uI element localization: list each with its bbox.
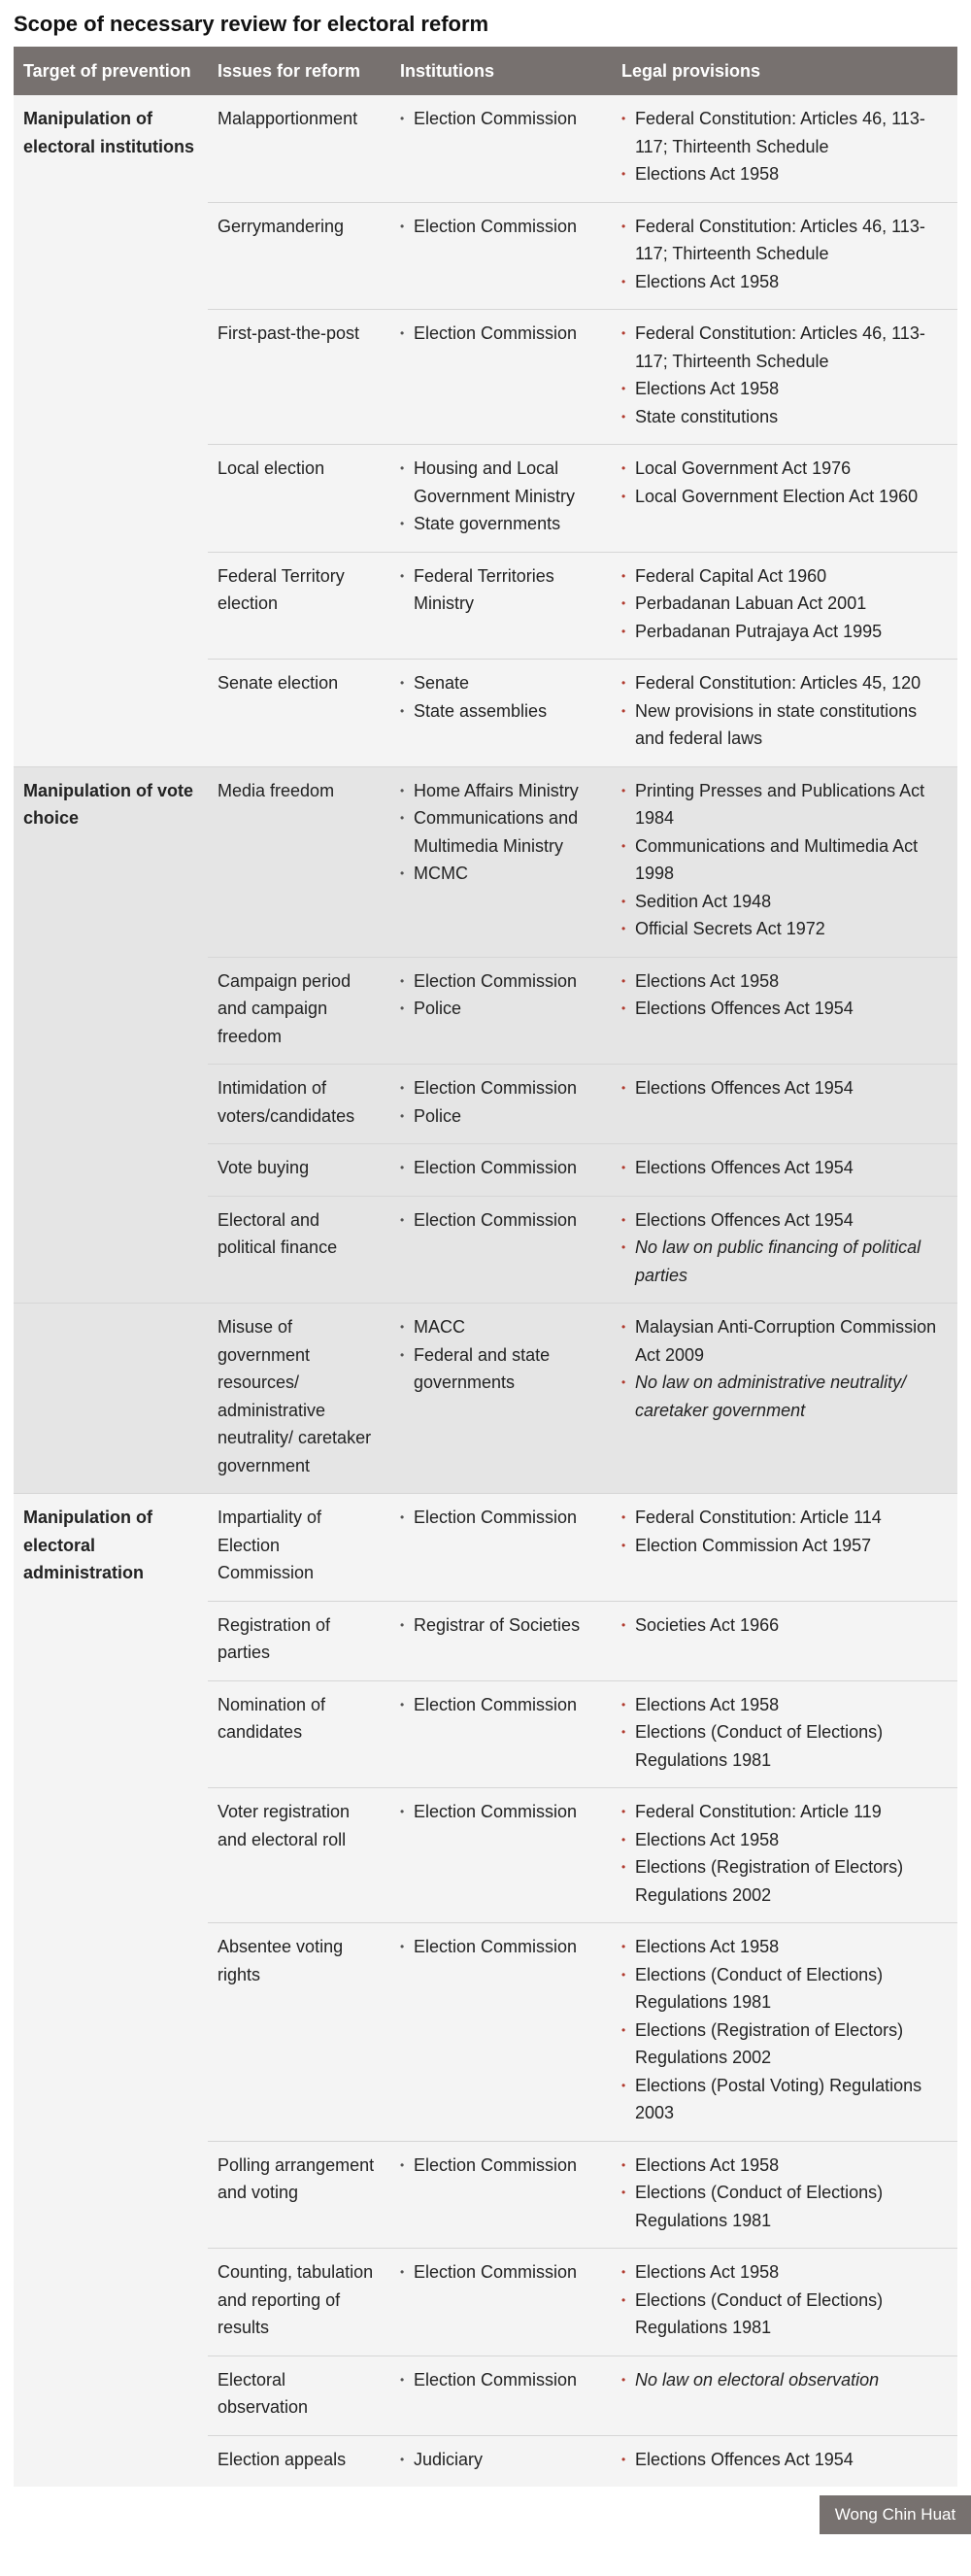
legal-provision-item: • Elections (Conduct of Elections) Regulations 1981 bbox=[621, 1961, 948, 2017]
institution-item: • Election Commission bbox=[400, 1206, 602, 1235]
legal-provision-item: • Election Commission Act 1957 bbox=[621, 1532, 948, 1560]
legal-provisions-cell bbox=[612, 766, 957, 957]
institution-item: • MCMC bbox=[400, 860, 602, 888]
legal-provision-item: • Elections Offences Act 1954 bbox=[621, 1074, 948, 1102]
legal-provisions-cell bbox=[612, 2249, 957, 2356]
legal-provision-item: • Federal Capital Act 1960 bbox=[621, 562, 948, 591]
institution-item: • State assemblies bbox=[400, 697, 602, 726]
issue-cell: Polling arrangement and voting bbox=[208, 2141, 390, 2249]
legal-provisions-cell bbox=[612, 2141, 957, 2249]
legal-provision-item: • Federal Constitution: Articles 46, 113-117; Thirteenth Schedule bbox=[621, 320, 948, 375]
legal-provision-item: • Elections Act 1958 bbox=[621, 2258, 948, 2287]
legal-provision-item: • Federal Constitution: Article 114 bbox=[621, 1504, 948, 1532]
institution-item: • Election Commission bbox=[400, 2258, 602, 2287]
table-row bbox=[14, 1494, 957, 1602]
legal-provision-item: • Elections Offences Act 1954 bbox=[621, 1206, 948, 1235]
group-vote-choice bbox=[14, 766, 957, 1304]
legal-provision-item: • Local Government Election Act 1960 bbox=[621, 483, 948, 511]
institutions-cell bbox=[390, 1788, 612, 1923]
institution-item: • Registrar of Societies bbox=[400, 1611, 602, 1640]
institution-item: • MACC bbox=[400, 1313, 602, 1341]
header-legal: Legal provisions bbox=[612, 47, 957, 95]
header-institutions: Institutions bbox=[390, 47, 612, 95]
target-of-prevention: Manipulation of electoral administration bbox=[14, 1494, 208, 2488]
issue-cell: Malapportionment bbox=[208, 95, 390, 202]
institutions-cell bbox=[390, 1196, 612, 1304]
institution-item: • Election Commission bbox=[400, 2366, 602, 2394]
legal-provisions-cell bbox=[612, 95, 957, 202]
legal-provisions-cell bbox=[612, 1788, 957, 1923]
legal-provision-item: • Elections Act 1958 bbox=[621, 375, 948, 403]
institutions-cell bbox=[390, 310, 612, 445]
no-law-note: No law on electoral observation bbox=[635, 2369, 880, 2390]
legal-provision-item: • Local Government Act 1976 bbox=[621, 455, 948, 483]
institution-item: • Federal and state governments bbox=[400, 1341, 602, 1397]
institutions-cell bbox=[390, 1144, 612, 1197]
legal-provision-item: • Malaysian Anti-Corruption Commission Act 2009 bbox=[621, 1313, 948, 1369]
institution-item: • Election Commission bbox=[400, 1154, 602, 1182]
legal-provision-item: • Elections Act 1958 bbox=[621, 160, 948, 188]
group-vote-choice-continued bbox=[14, 1304, 957, 1494]
legal-provision-note bbox=[621, 1234, 948, 1289]
legal-provision-item: • Perbadanan Labuan Act 2001 bbox=[621, 590, 948, 618]
institution-item: • Election Commission bbox=[400, 320, 602, 348]
legal-provision-item: • Elections Act 1958 bbox=[621, 1691, 948, 1719]
legal-provision-item: • Elections (Postal Voting) Regulations 2003 bbox=[621, 2072, 948, 2127]
legal-provision-item: • Federal Constitution: Articles 46, 113-117; Thirteenth Schedule bbox=[621, 213, 948, 268]
page-title: Scope of necessary review for electoral reform bbox=[14, 12, 489, 36]
issue-cell: Media freedom bbox=[208, 766, 390, 957]
legal-provisions-cell bbox=[612, 660, 957, 767]
issue-cell: Counting, tabulation and reporting of results bbox=[208, 2249, 390, 2356]
institution-item: • Election Commission bbox=[400, 213, 602, 241]
legal-provision-item: • Elections Offences Act 1954 bbox=[621, 1154, 948, 1182]
table-row bbox=[14, 766, 957, 957]
table-row bbox=[14, 95, 957, 202]
institutions-cell bbox=[390, 2249, 612, 2356]
institution-item: • Election Commission bbox=[400, 967, 602, 996]
legal-provision-item: • Elections Act 1958 bbox=[621, 2152, 948, 2180]
institution-item: • Senate bbox=[400, 669, 602, 697]
legal-provision-item: • Elections (Conduct of Elections) Regulations 1981 bbox=[621, 2179, 948, 2234]
institution-item: • Judiciary bbox=[400, 2446, 602, 2474]
legal-provisions-cell bbox=[612, 1494, 957, 1602]
institution-item: • State governments bbox=[400, 510, 602, 538]
legal-provision-item: • Federal Constitution: Articles 46, 113-117; Thirteenth Schedule bbox=[621, 105, 948, 160]
target-of-prevention: Manipulation of electoral institutions bbox=[14, 95, 208, 766]
legal-provision-item: • Elections Offences Act 1954 bbox=[621, 995, 948, 1023]
institution-item: • Election Commission bbox=[400, 1798, 602, 1826]
institutions-cell bbox=[390, 957, 612, 1065]
legal-provision-item: • Elections Act 1958 bbox=[621, 1933, 948, 1961]
issue-cell: Absentee voting rights bbox=[208, 1923, 390, 2142]
institution-item: • Election Commission bbox=[400, 1074, 602, 1102]
institution-item: • Election Commission bbox=[400, 2152, 602, 2180]
issue-cell: Electoral observation bbox=[208, 2356, 390, 2435]
legal-provision-item: • Elections Act 1958 bbox=[621, 268, 948, 296]
legal-provision-item: • Elections (Conduct of Elections) Regulations 1981 bbox=[621, 2287, 948, 2342]
issue-cell: Vote buying bbox=[208, 1144, 390, 1197]
legal-provisions-cell bbox=[612, 445, 957, 553]
issue-cell: Impartiality of Election Commission bbox=[208, 1494, 390, 1602]
legal-provision-item: • Elections Offences Act 1954 bbox=[621, 2446, 948, 2474]
institution-item: • Election Commission bbox=[400, 1691, 602, 1719]
legal-provisions-cell bbox=[612, 2356, 957, 2435]
table-header bbox=[14, 47, 957, 95]
institution-item: • Police bbox=[400, 1102, 602, 1131]
institutions-cell bbox=[390, 2356, 612, 2435]
issue-cell: Local election bbox=[208, 445, 390, 553]
legal-provision-note bbox=[621, 2366, 948, 2394]
legal-provision-item: • Elections (Conduct of Elections) Regulations 1981 bbox=[621, 1718, 948, 1774]
institution-item: • Police bbox=[400, 995, 602, 1023]
legal-provisions-cell bbox=[612, 2435, 957, 2487]
institution-item: • Housing and Local Government Ministry bbox=[400, 455, 602, 510]
issue-cell: Intimidation of voters/candidates bbox=[208, 1065, 390, 1144]
legal-provision-item: • Elections Act 1958 bbox=[621, 1826, 948, 1854]
legal-provisions-cell bbox=[612, 957, 957, 1065]
legal-provision-item: • Official Secrets Act 1972 bbox=[621, 915, 948, 943]
legal-provision-item: • Printing Presses and Publications Act 1984 bbox=[621, 777, 948, 832]
institution-item: • Home Affairs Ministry bbox=[400, 777, 602, 805]
legal-provisions-cell bbox=[612, 1196, 957, 1304]
legal-provisions-cell bbox=[612, 310, 957, 445]
institutions-cell bbox=[390, 202, 612, 310]
institution-item: • Communications and Multimedia Ministry bbox=[400, 804, 602, 860]
issue-cell: Federal Territory election bbox=[208, 552, 390, 660]
issue-cell: Voter registration and electoral roll bbox=[208, 1788, 390, 1923]
institutions-cell bbox=[390, 1494, 612, 1602]
legal-provisions-cell bbox=[612, 1065, 957, 1144]
no-law-note: No law on public financing of political parties bbox=[635, 1237, 921, 1285]
legal-provision-item: • State constitutions bbox=[621, 403, 948, 431]
institutions-cell bbox=[390, 1065, 612, 1144]
credit-badge: Wong Chin Huat bbox=[820, 2495, 971, 2534]
legal-provision-item: • Federal Constitution: Articles 45, 120 bbox=[621, 669, 948, 697]
issue-cell: First-past-the-post bbox=[208, 310, 390, 445]
institutions-cell bbox=[390, 660, 612, 767]
institutions-cell bbox=[390, 552, 612, 660]
legal-provisions-cell bbox=[612, 1601, 957, 1680]
legal-provision-item: • Elections (Registration of Electors) Regulations 2002 bbox=[621, 1853, 948, 1909]
legal-provision-item: • Federal Constitution: Article 119 bbox=[621, 1798, 948, 1826]
institutions-cell bbox=[390, 1680, 612, 1788]
no-law-note: No law on administrative neutrality/ caretaker government bbox=[635, 1373, 907, 1420]
institutions-cell bbox=[390, 2141, 612, 2249]
target-of-prevention bbox=[14, 1304, 208, 1494]
table-row bbox=[14, 1304, 957, 1494]
institution-item: • Election Commission bbox=[400, 105, 602, 133]
institutions-cell bbox=[390, 1304, 612, 1494]
legal-provision-item: • Societies Act 1966 bbox=[621, 1611, 948, 1640]
legal-provision-note bbox=[621, 1369, 948, 1424]
institution-item: • Election Commission bbox=[400, 1504, 602, 1532]
issue-cell: Campaign period and campaign freedom bbox=[208, 957, 390, 1065]
legal-provisions-cell bbox=[612, 1144, 957, 1197]
legal-provisions-cell bbox=[612, 202, 957, 310]
institutions-cell bbox=[390, 1923, 612, 2142]
issue-cell: Misuse of government resources/ administrative neutrality/ caretaker government bbox=[208, 1304, 390, 1494]
institution-item: • Election Commission bbox=[400, 1933, 602, 1961]
legal-provisions-cell bbox=[612, 1923, 957, 2142]
institutions-cell bbox=[390, 766, 612, 957]
institutions-cell bbox=[390, 445, 612, 553]
legal-provisions-cell bbox=[612, 1304, 957, 1494]
legal-provisions-cell bbox=[612, 1680, 957, 1788]
legal-provision-item: • Elections (Registration of Electors) Regulations 2002 bbox=[621, 2017, 948, 2072]
target-of-prevention: Manipulation of vote choice bbox=[14, 766, 208, 1304]
legal-provisions-cell bbox=[612, 552, 957, 660]
reform-table bbox=[14, 47, 957, 2487]
issue-cell: Registration of parties bbox=[208, 1601, 390, 1680]
institutions-cell bbox=[390, 2435, 612, 2487]
issue-cell: Nomination of candidates bbox=[208, 1680, 390, 1788]
issue-cell: Electoral and political finance bbox=[208, 1196, 390, 1304]
legal-provision-item: • Communications and Multimedia Act 1998 bbox=[621, 832, 948, 888]
group-electoral-administration bbox=[14, 1494, 957, 2488]
group-electoral-institutions bbox=[14, 95, 957, 766]
issue-cell: Senate election bbox=[208, 660, 390, 767]
header-target: Target of prevention bbox=[14, 47, 208, 95]
institutions-cell bbox=[390, 1601, 612, 1680]
issue-cell: Election appeals bbox=[208, 2435, 390, 2487]
legal-provision-item: • Perbadanan Putrajaya Act 1995 bbox=[621, 618, 948, 646]
header-issues: Issues for reform bbox=[208, 47, 390, 95]
legal-provision-item: • Sedition Act 1948 bbox=[621, 888, 948, 916]
legal-provision-item: • Elections Act 1958 bbox=[621, 967, 948, 996]
issue-cell: Gerrymandering bbox=[208, 202, 390, 310]
legal-provision-item: • New provisions in state constitutions and federal laws bbox=[621, 697, 948, 753]
institution-item: • Federal Territories Ministry bbox=[400, 562, 602, 618]
institutions-cell bbox=[390, 95, 612, 202]
